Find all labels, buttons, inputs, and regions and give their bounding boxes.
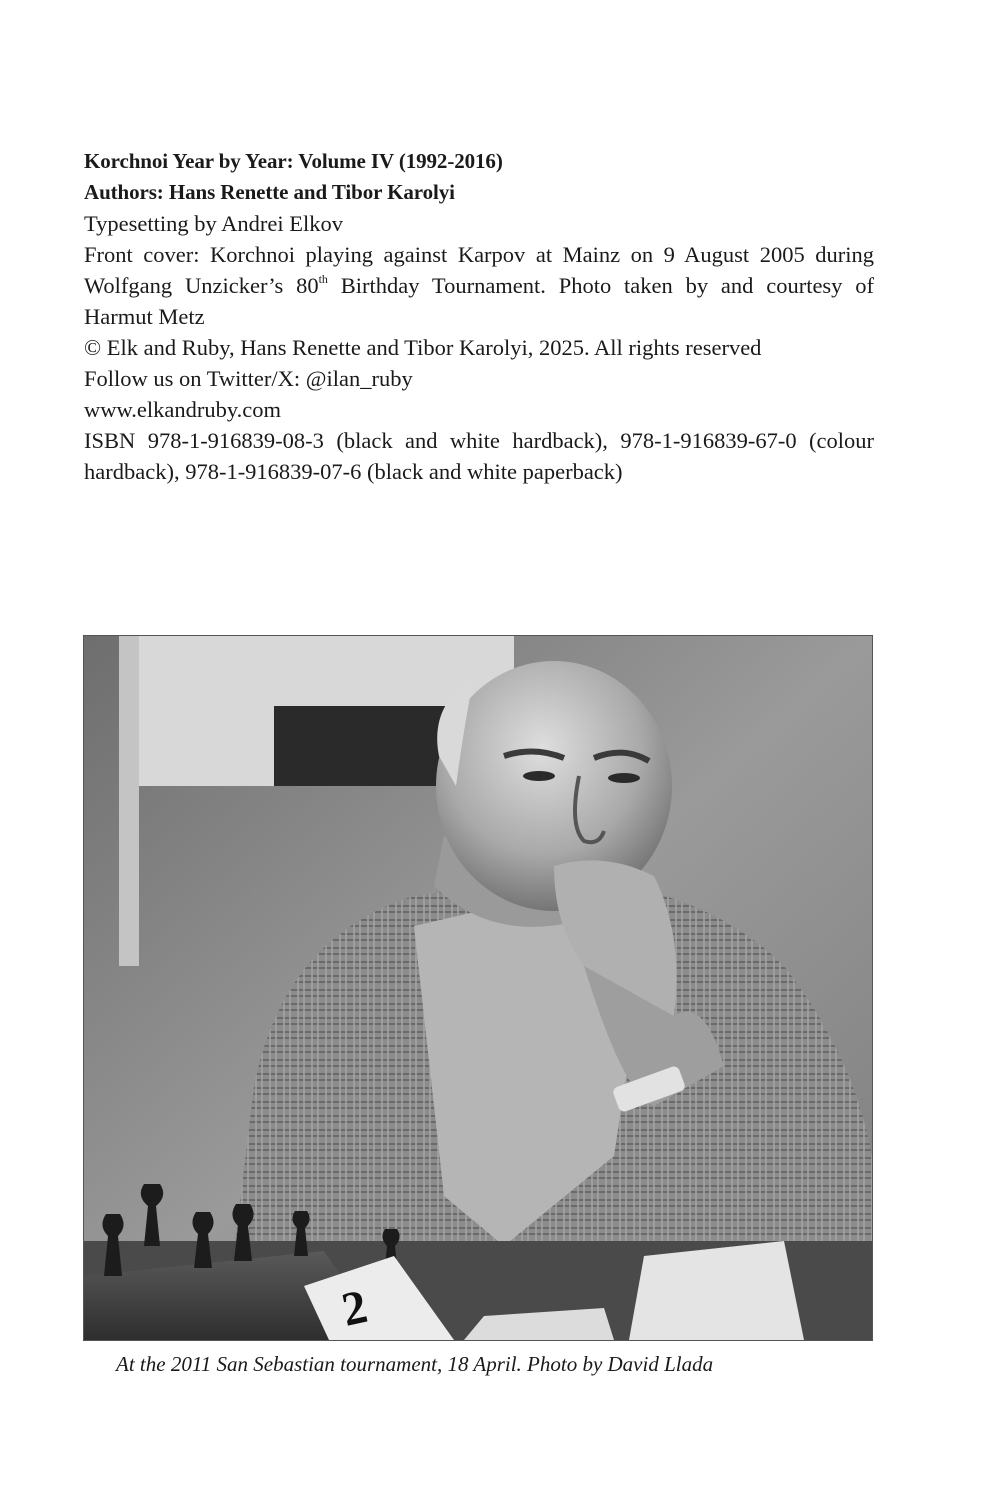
photo-board-number: 2 [337, 1279, 372, 1337]
photo-korchnoi [83, 635, 873, 1341]
photo-door-frame [119, 636, 139, 966]
imprint-block [84, 146, 874, 487]
photo-illustration [84, 636, 872, 1340]
website-link[interactable]: www.elkandruby.com [84, 397, 282, 422]
front-cover-text-continued: Birthday Tournament. Photo taken by and courtesy of Harmut Metz [84, 273, 874, 329]
photo-caption: At the 2011 San Sebastian tournament, 18 April. Photo by David Llada [116, 1352, 714, 1376]
photo-name-card-right [629, 1241, 804, 1340]
photo-eye-right [608, 773, 640, 783]
typesetting-credit: Typesetting by Andrei Elkov [84, 211, 344, 236]
copyright-notice: © Elk and Ruby, Hans Renette and Tibor Karolyi, 2025. All rights reserved [84, 335, 762, 360]
book-authors: Authors: Hans Renette and Tibor Karolyi [84, 180, 455, 204]
front-cover-text: Front cover: Korchnoi playing against Karpov at Mainz on 9 August 2005 during Wolfgang Unzicker’s 80 [84, 242, 874, 298]
ordinal-suffix: th [318, 271, 328, 286]
social-follow: Follow us on Twitter/X: @ilan_ruby [84, 366, 413, 391]
isbn-list: ISBN 978-1-916839-08-3 (black and white hardback), 978-1-916839-67-0 (colour hardback), 978-1-916839-07-6 (black and white paperback) [84, 428, 874, 484]
book-title: Korchnoi Year by Year: Volume IV (1992-2016) [84, 149, 503, 173]
photo-eye-left [523, 771, 555, 781]
front-cover-credit [84, 239, 874, 332]
